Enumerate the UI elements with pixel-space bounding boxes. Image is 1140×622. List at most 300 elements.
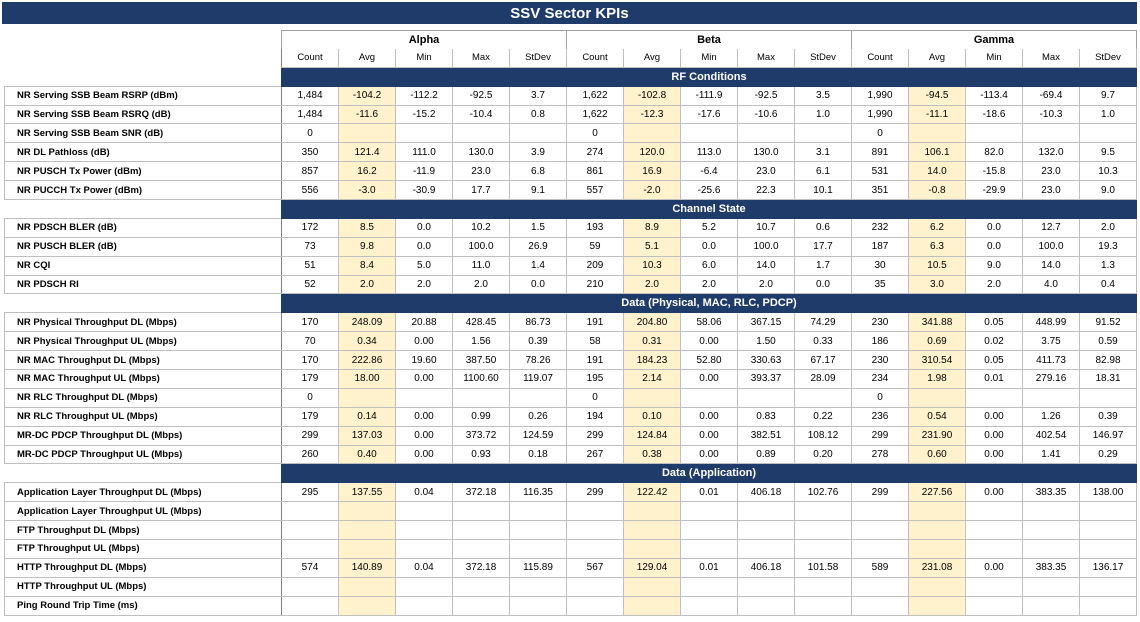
value-cell-avg [909, 577, 966, 596]
stat-header-max: Max [738, 49, 795, 67]
value-cell-count: 556 [282, 181, 339, 200]
value-cell-stdev [510, 596, 567, 615]
value-cell-count [567, 577, 624, 596]
value-cell-count: 1,622 [567, 86, 624, 105]
value-cell-max [1023, 502, 1080, 521]
value-cell-count [852, 502, 909, 521]
value-cell-min [966, 540, 1023, 559]
value-cell-max [453, 502, 510, 521]
value-cell-min [681, 596, 738, 615]
table-row [5, 86, 1137, 105]
value-cell-avg: 0.69 [909, 332, 966, 351]
value-cell-max: 23.0 [738, 162, 795, 181]
value-cell-avg: 8.4 [339, 256, 396, 275]
value-cell-max: 372.18 [453, 483, 510, 502]
value-cell-max: -10.6 [738, 105, 795, 124]
value-cell-count: 299 [567, 426, 624, 445]
value-cell-max [1023, 540, 1080, 559]
stat-header-min: Min [966, 49, 1023, 67]
value-cell-min: -30.9 [396, 181, 453, 200]
value-cell-stdev [795, 521, 852, 540]
value-cell-max: 14.0 [1023, 256, 1080, 275]
value-cell-avg [624, 596, 681, 615]
value-cell-stdev: 82.98 [1080, 351, 1137, 370]
value-cell-avg [339, 388, 396, 407]
value-cell-count [567, 540, 624, 559]
value-cell-count: 574 [282, 558, 339, 577]
value-cell-stdev: 10.1 [795, 181, 852, 200]
table-row [5, 351, 1137, 370]
value-cell-stdev: 18.31 [1080, 370, 1137, 389]
value-cell-max [738, 388, 795, 407]
value-cell-avg: 1.98 [909, 370, 966, 389]
value-cell-avg: -3.0 [339, 181, 396, 200]
value-cell-avg: 231.08 [909, 558, 966, 577]
metric-label: NR PUSCH BLER (dB) [5, 237, 282, 256]
stat-header-max: Max [453, 49, 510, 67]
stat-header-avg: Avg [624, 49, 681, 67]
value-cell-max: 23.0 [1023, 162, 1080, 181]
value-cell-max: 382.51 [738, 426, 795, 445]
table-row [5, 332, 1137, 351]
value-cell-stdev [795, 540, 852, 559]
value-cell-stdev: 102.76 [795, 483, 852, 502]
kpi-table [4, 30, 1137, 616]
value-cell-min: 52.80 [681, 351, 738, 370]
value-cell-count: 209 [567, 256, 624, 275]
value-cell-min: 0.00 [966, 558, 1023, 577]
value-cell-avg: 2.0 [339, 275, 396, 294]
value-cell-stdev [795, 596, 852, 615]
value-cell-avg: 231.90 [909, 426, 966, 445]
value-cell-stdev: 0.39 [1080, 407, 1137, 426]
value-cell-avg [909, 388, 966, 407]
value-cell-avg: 120.0 [624, 143, 681, 162]
value-cell-count: 857 [282, 162, 339, 181]
value-cell-count: 73 [282, 237, 339, 256]
table-row [5, 521, 1137, 540]
value-cell-stdev: 9.7 [1080, 86, 1137, 105]
value-cell-avg: -102.8 [624, 86, 681, 105]
value-cell-avg: 137.55 [339, 483, 396, 502]
metric-label: HTTP Throughput UL (Mbps) [5, 577, 282, 596]
value-cell-stdev: 19.3 [1080, 237, 1137, 256]
value-cell-max: -69.4 [1023, 86, 1080, 105]
value-cell-max: -10.3 [1023, 105, 1080, 124]
value-cell-stdev: 0.20 [795, 445, 852, 464]
value-cell-stdev: 108.12 [795, 426, 852, 445]
section-spacer [5, 200, 282, 219]
value-cell-min: 0.05 [966, 351, 1023, 370]
value-cell-count [282, 596, 339, 615]
value-cell-avg: 121.4 [339, 143, 396, 162]
value-cell-stdev: 101.58 [795, 558, 852, 577]
value-cell-avg [624, 521, 681, 540]
value-cell-stdev: 9.5 [1080, 143, 1137, 162]
section-header-row [5, 464, 1137, 483]
value-cell-max: 372.18 [453, 558, 510, 577]
value-cell-max [738, 502, 795, 521]
metric-label: NR Serving SSB Beam RSRQ (dB) [5, 105, 282, 124]
value-cell-avg [339, 577, 396, 596]
value-cell-count: 230 [852, 313, 909, 332]
value-cell-count: 278 [852, 445, 909, 464]
value-cell-stdev [510, 521, 567, 540]
value-cell-stdev [795, 502, 852, 521]
value-cell-min: 0.00 [681, 370, 738, 389]
value-cell-max: 2.0 [453, 275, 510, 294]
value-cell-max: 23.0 [453, 162, 510, 181]
sector-header-beta: Beta [567, 31, 852, 49]
value-cell-min [396, 540, 453, 559]
value-cell-count: 1,990 [852, 105, 909, 124]
value-cell-avg: 0.38 [624, 445, 681, 464]
value-cell-max: 23.0 [1023, 181, 1080, 200]
value-cell-avg [339, 521, 396, 540]
value-cell-min: 0.04 [396, 483, 453, 502]
value-cell-count: 299 [567, 483, 624, 502]
value-cell-max: 3.75 [1023, 332, 1080, 351]
value-cell-min: 0.0 [966, 237, 1023, 256]
value-cell-avg [624, 502, 681, 521]
value-cell-count: 299 [282, 426, 339, 445]
section-header-row [5, 67, 1137, 86]
value-cell-min: 0.00 [966, 445, 1023, 464]
value-cell-min: -11.9 [396, 162, 453, 181]
value-cell-stdev: 0.59 [1080, 332, 1137, 351]
value-cell-avg: 3.0 [909, 275, 966, 294]
value-cell-max: 387.50 [453, 351, 510, 370]
value-cell-avg: 0.31 [624, 332, 681, 351]
metric-label: NR PUCCH Tx Power (dBm) [5, 181, 282, 200]
value-cell-stdev: 0.22 [795, 407, 852, 426]
value-cell-avg: 16.9 [624, 162, 681, 181]
value-cell-avg [909, 502, 966, 521]
value-cell-max [738, 577, 795, 596]
stat-header-min: Min [396, 49, 453, 67]
value-cell-count: 589 [852, 558, 909, 577]
value-cell-max [1023, 388, 1080, 407]
value-cell-count [852, 577, 909, 596]
value-cell-max: 1.26 [1023, 407, 1080, 426]
table-row [5, 313, 1137, 332]
value-cell-min [966, 502, 1023, 521]
value-cell-stdev: 6.8 [510, 162, 567, 181]
value-cell-avg [339, 540, 396, 559]
value-cell-max: 132.0 [1023, 143, 1080, 162]
value-cell-avg: 140.89 [339, 558, 396, 577]
value-cell-count: 191 [567, 313, 624, 332]
value-cell-count [852, 521, 909, 540]
table-row [5, 105, 1137, 124]
value-cell-max: 330.63 [738, 351, 795, 370]
value-cell-min [396, 124, 453, 143]
section-spacer [5, 67, 282, 86]
value-cell-count: 1,990 [852, 86, 909, 105]
metric-label: NR Serving SSB Beam RSRP (dBm) [5, 86, 282, 105]
metric-label: NR RLC Throughput DL (Mbps) [5, 388, 282, 407]
value-cell-max [453, 577, 510, 596]
value-cell-count [567, 521, 624, 540]
section-spacer [5, 294, 282, 313]
value-cell-avg: 106.1 [909, 143, 966, 162]
value-cell-count: 0 [852, 124, 909, 143]
value-cell-count: 299 [852, 483, 909, 502]
table-row [5, 124, 1137, 143]
value-cell-min: 0.02 [966, 332, 1023, 351]
value-cell-min: 0.00 [396, 426, 453, 445]
value-cell-min: 2.0 [681, 275, 738, 294]
value-cell-min: 6.0 [681, 256, 738, 275]
value-cell-count: 170 [282, 313, 339, 332]
metric-label: NR DL Pathloss (dB) [5, 143, 282, 162]
value-cell-avg: 9.8 [339, 237, 396, 256]
value-cell-min [396, 388, 453, 407]
value-cell-count: 350 [282, 143, 339, 162]
value-cell-avg [909, 521, 966, 540]
value-cell-stdev: 1.5 [510, 218, 567, 237]
value-cell-stdev: 3.1 [795, 143, 852, 162]
value-cell-count: 58 [567, 332, 624, 351]
value-cell-stdev: 0.29 [1080, 445, 1137, 464]
value-cell-max: 411.73 [1023, 351, 1080, 370]
value-cell-count: 234 [852, 370, 909, 389]
value-cell-avg: 2.0 [624, 275, 681, 294]
value-cell-avg: 0.34 [339, 332, 396, 351]
section-title: Data (Physical, MAC, RLC, PDCP) [282, 294, 1137, 313]
value-cell-min: -18.6 [966, 105, 1023, 124]
value-cell-count: 1,622 [567, 105, 624, 124]
value-cell-stdev: 0.0 [795, 275, 852, 294]
value-cell-min [681, 577, 738, 596]
value-cell-max [453, 596, 510, 615]
value-cell-count: 59 [567, 237, 624, 256]
sector-header-alpha: Alpha [282, 31, 567, 49]
value-cell-avg: 14.0 [909, 162, 966, 181]
value-cell-max: 22.3 [738, 181, 795, 200]
value-cell-count: 179 [282, 370, 339, 389]
value-cell-avg [909, 124, 966, 143]
value-cell-max [453, 521, 510, 540]
value-cell-max: 0.89 [738, 445, 795, 464]
value-cell-max: 0.99 [453, 407, 510, 426]
value-cell-min: 0.00 [681, 332, 738, 351]
value-cell-stdev: 28.09 [795, 370, 852, 389]
value-cell-min [966, 124, 1023, 143]
table-row [5, 388, 1137, 407]
value-cell-count: 1,484 [282, 105, 339, 124]
value-cell-count: 30 [852, 256, 909, 275]
value-cell-stdev: 67.17 [795, 351, 852, 370]
value-cell-count: 351 [852, 181, 909, 200]
value-cell-min: 82.0 [966, 143, 1023, 162]
value-cell-min: 113.0 [681, 143, 738, 162]
metric-label: HTTP Throughput DL (Mbps) [5, 558, 282, 577]
section-spacer [5, 464, 282, 483]
table-row [5, 143, 1137, 162]
value-cell-min: 0.00 [396, 332, 453, 351]
value-cell-count: 274 [567, 143, 624, 162]
value-cell-stdev: 2.0 [1080, 218, 1137, 237]
value-cell-stdev [1080, 124, 1137, 143]
value-cell-avg: 248.09 [339, 313, 396, 332]
value-cell-avg: 0.10 [624, 407, 681, 426]
value-cell-avg: 310.54 [909, 351, 966, 370]
corner-cell [5, 49, 282, 67]
value-cell-min: 0.00 [681, 407, 738, 426]
value-cell-min: 0.00 [966, 483, 1023, 502]
value-cell-count [282, 521, 339, 540]
value-cell-stdev [510, 124, 567, 143]
table-row [5, 445, 1137, 464]
value-cell-max: 11.0 [453, 256, 510, 275]
value-cell-max: 448.99 [1023, 313, 1080, 332]
value-cell-stdev: 1.3 [1080, 256, 1137, 275]
value-cell-count: 193 [567, 218, 624, 237]
value-cell-stdev: 0.0 [510, 275, 567, 294]
stat-header-avg: Avg [339, 49, 396, 67]
value-cell-count: 891 [852, 143, 909, 162]
metric-label: NR PDSCH RI [5, 275, 282, 294]
value-cell-stdev: 138.00 [1080, 483, 1137, 502]
value-cell-stdev: 119.07 [510, 370, 567, 389]
value-cell-count: 179 [282, 407, 339, 426]
value-cell-max: -92.5 [453, 86, 510, 105]
value-cell-stdev: 6.1 [795, 162, 852, 181]
value-cell-max: 2.0 [738, 275, 795, 294]
table-row [5, 218, 1137, 237]
value-cell-count: 170 [282, 351, 339, 370]
value-cell-count: 236 [852, 407, 909, 426]
value-cell-count: 267 [567, 445, 624, 464]
value-cell-count [567, 596, 624, 615]
value-cell-count: 187 [852, 237, 909, 256]
value-cell-stdev: 9.0 [1080, 181, 1137, 200]
stat-header-row [5, 49, 1137, 67]
value-cell-min [681, 521, 738, 540]
value-cell-avg: -94.5 [909, 86, 966, 105]
value-cell-count: 51 [282, 256, 339, 275]
metric-label: FTP Throughput DL (Mbps) [5, 521, 282, 540]
metric-label: NR RLC Throughput UL (Mbps) [5, 407, 282, 426]
value-cell-avg: 341.88 [909, 313, 966, 332]
table-row [5, 275, 1137, 294]
value-cell-max [1023, 521, 1080, 540]
table-row [5, 558, 1137, 577]
metric-label: NR PDSCH BLER (dB) [5, 218, 282, 237]
table-row [5, 596, 1137, 615]
value-cell-avg: -11.1 [909, 105, 966, 124]
metric-label: MR-DC PDCP Throughput UL (Mbps) [5, 445, 282, 464]
value-cell-min: -15.8 [966, 162, 1023, 181]
value-cell-max: 130.0 [738, 143, 795, 162]
value-cell-stdev: 17.7 [795, 237, 852, 256]
table-row [5, 502, 1137, 521]
value-cell-min [966, 521, 1023, 540]
stat-header-count: Count [852, 49, 909, 67]
value-cell-count: 1,484 [282, 86, 339, 105]
value-cell-min: -25.6 [681, 181, 738, 200]
value-cell-avg: 0.14 [339, 407, 396, 426]
value-cell-min: -17.6 [681, 105, 738, 124]
value-cell-stdev [795, 388, 852, 407]
section-title: Data (Application) [282, 464, 1137, 483]
value-cell-max: 406.18 [738, 558, 795, 577]
value-cell-stdev [1080, 540, 1137, 559]
value-cell-max: 100.0 [738, 237, 795, 256]
value-cell-avg: 6.2 [909, 218, 966, 237]
value-cell-stdev: 0.26 [510, 407, 567, 426]
value-cell-min: 9.0 [966, 256, 1023, 275]
value-cell-avg: -11.6 [339, 105, 396, 124]
section-title: Channel State [282, 200, 1137, 219]
table-row [5, 407, 1137, 426]
value-cell-stdev: 0.33 [795, 332, 852, 351]
value-cell-stdev: 0.8 [510, 105, 567, 124]
value-cell-count: 52 [282, 275, 339, 294]
value-cell-count: 232 [852, 218, 909, 237]
value-cell-stdev: 146.97 [1080, 426, 1137, 445]
value-cell-count: 531 [852, 162, 909, 181]
value-cell-min: 0.0 [966, 218, 1023, 237]
value-cell-min [966, 388, 1023, 407]
value-cell-min: 0.00 [681, 426, 738, 445]
section-title: RF Conditions [282, 67, 1137, 86]
value-cell-min [681, 388, 738, 407]
value-cell-min [681, 540, 738, 559]
value-cell-stdev: 3.5 [795, 86, 852, 105]
value-cell-stdev: 1.4 [510, 256, 567, 275]
sector-header-gamma: Gamma [852, 31, 1137, 49]
value-cell-avg: -0.8 [909, 181, 966, 200]
value-cell-min: 58.06 [681, 313, 738, 332]
value-cell-stdev: 10.3 [1080, 162, 1137, 181]
value-cell-min: 0.05 [966, 313, 1023, 332]
value-cell-min: 20.88 [396, 313, 453, 332]
value-cell-stdev: 0.6 [795, 218, 852, 237]
value-cell-min [681, 502, 738, 521]
value-cell-stdev [510, 540, 567, 559]
metric-label: Application Layer Throughput UL (Mbps) [5, 502, 282, 521]
value-cell-stdev [1080, 596, 1137, 615]
value-cell-count: 0 [567, 124, 624, 143]
value-cell-avg: 124.84 [624, 426, 681, 445]
stat-header-count: Count [282, 49, 339, 67]
value-cell-min: 0.00 [396, 407, 453, 426]
value-cell-min: 5.0 [396, 256, 453, 275]
value-cell-avg: 2.14 [624, 370, 681, 389]
value-cell-max [738, 540, 795, 559]
value-cell-min: 0.04 [396, 558, 453, 577]
value-cell-stdev: 91.52 [1080, 313, 1137, 332]
value-cell-min: 0.01 [681, 483, 738, 502]
value-cell-count: 0 [282, 388, 339, 407]
value-cell-min: 0.01 [681, 558, 738, 577]
value-cell-avg [909, 540, 966, 559]
value-cell-count: 35 [852, 275, 909, 294]
stat-header-stdev: StDev [795, 49, 852, 67]
value-cell-count [852, 596, 909, 615]
value-cell-max: 1.56 [453, 332, 510, 351]
value-cell-count: 172 [282, 218, 339, 237]
metric-label: NR MAC Throughput UL (Mbps) [5, 370, 282, 389]
value-cell-max [738, 521, 795, 540]
value-cell-avg [624, 540, 681, 559]
value-cell-count: 295 [282, 483, 339, 502]
value-cell-stdev: 115.89 [510, 558, 567, 577]
value-cell-min: -113.4 [966, 86, 1023, 105]
value-cell-avg: -2.0 [624, 181, 681, 200]
